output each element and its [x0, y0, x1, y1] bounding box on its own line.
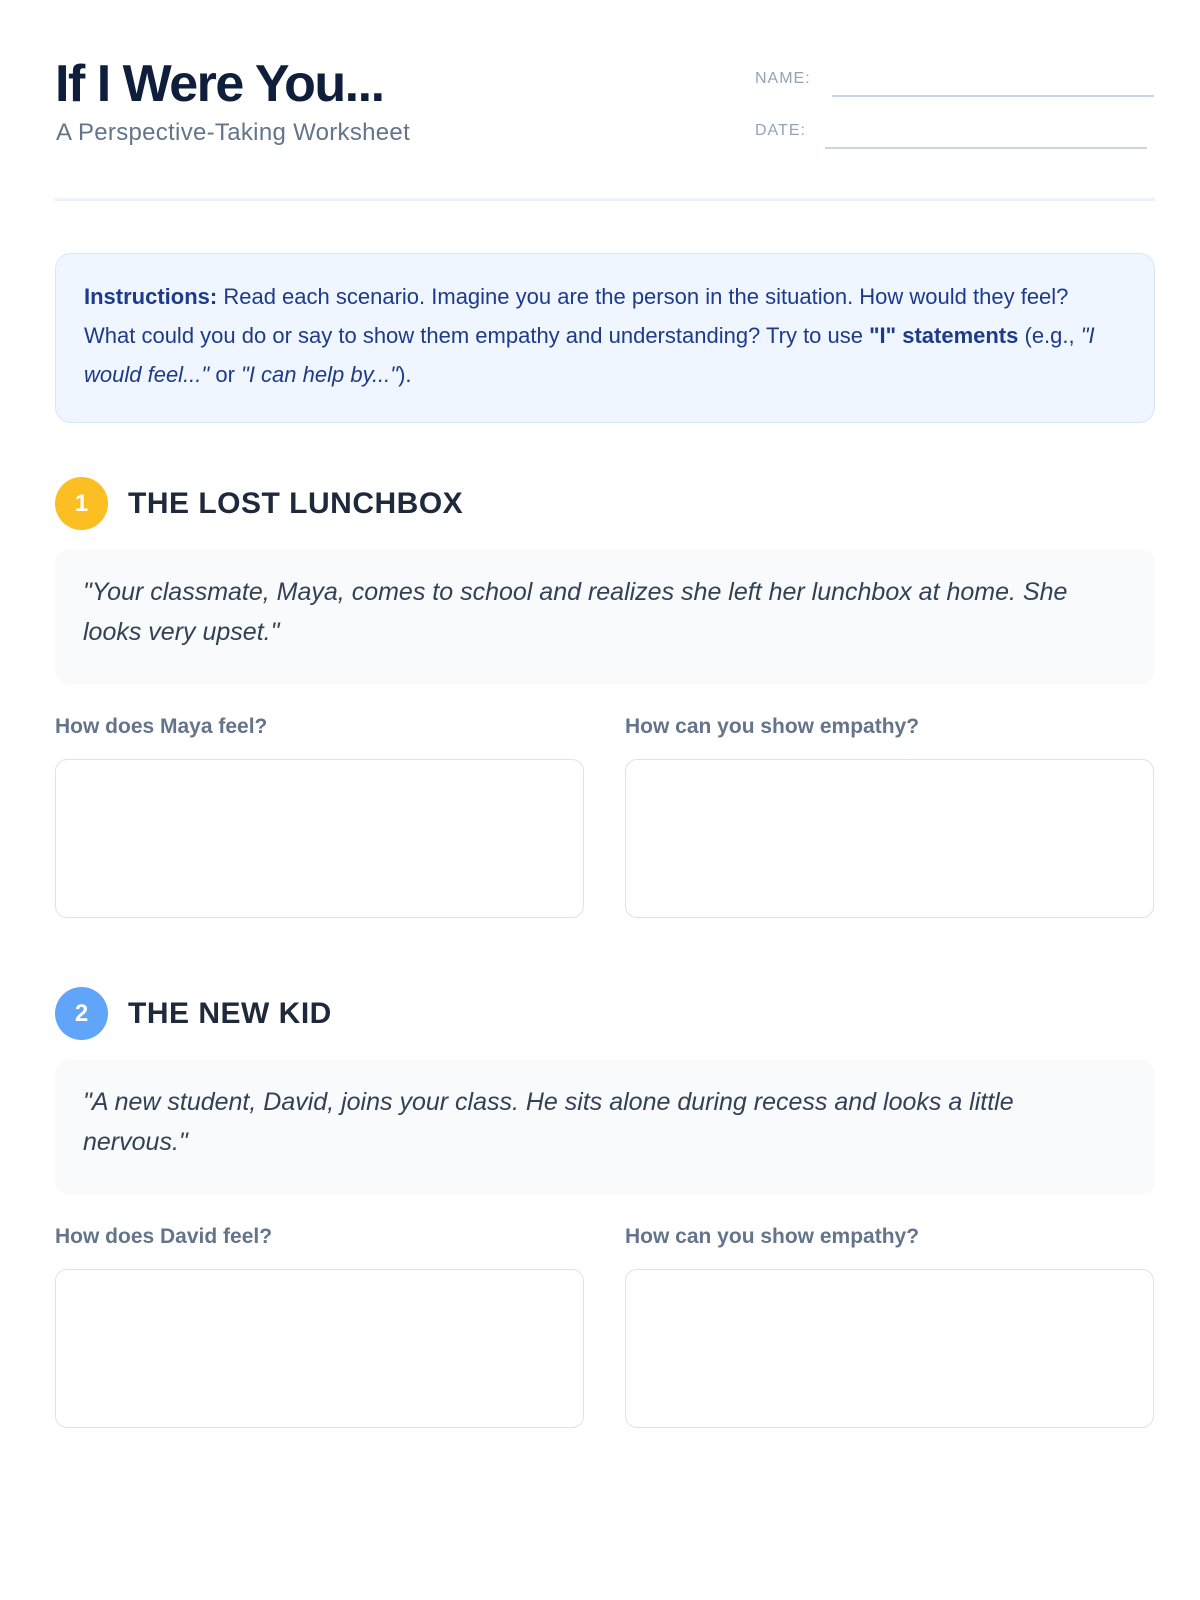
instructions-lead: Instructions: — [84, 284, 218, 309]
answer-empathy-box[interactable] — [625, 759, 1154, 918]
name-field[interactable] — [832, 62, 1154, 97]
instructions-body-1: Read each scenario. Imagine you are the person in the situation. How would they feel? What could you do or say to show them empathy and understanding? Try to use — [84, 284, 1069, 348]
section-number-badge: 1 — [55, 477, 108, 530]
answer-empathy-box[interactable] — [625, 1269, 1154, 1428]
question-empathy-label: How can you show empathy? — [625, 1225, 920, 1248]
instructions-example-1: "I would feel..." — [84, 323, 1095, 387]
name-label: NAME: — [755, 70, 811, 87]
instructions-body-3: or — [209, 362, 242, 387]
question-feel-label: How does David feel? — [55, 1225, 273, 1248]
section-title: THE LOST LUNCHBOX — [128, 487, 464, 520]
instructions-box — [55, 253, 1155, 423]
instructions-body-2: (e.g., — [1018, 323, 1081, 348]
date-field[interactable] — [825, 114, 1147, 149]
section-number-badge: 2 — [55, 987, 108, 1040]
section-title: THE NEW KID — [128, 997, 332, 1030]
scenario-card — [55, 550, 1155, 684]
worksheet-header — [55, 54, 1155, 201]
scenario-text: "Your classmate, Maya, comes to school and realizes she left her lunchbox at home. She looks very upset." — [83, 578, 1068, 646]
instructions-bold-term: "I" statements — [869, 323, 1019, 348]
instructions-example-2: "I can help by..." — [241, 362, 399, 387]
instructions-body-4: ). — [398, 362, 412, 387]
date-label: DATE: — [755, 122, 806, 139]
page-subtitle: A Perspective-Taking Worksheet — [56, 119, 411, 146]
answer-feel-box[interactable] — [55, 1269, 584, 1428]
scenario-text: "A new student, David, joins your class. He sits alone during recess and looks a little nervous." — [83, 1088, 1014, 1156]
question-empathy-label: How can you show empathy? — [625, 715, 920, 738]
scenario-card — [55, 1060, 1155, 1194]
instructions-text — [84, 277, 1114, 394]
answer-feel-box[interactable] — [55, 759, 584, 918]
worksheet-page — [55, 0, 1155, 1600]
page-title: If I Were You... — [55, 55, 384, 113]
question-feel-label: How does Maya feel? — [55, 715, 268, 738]
